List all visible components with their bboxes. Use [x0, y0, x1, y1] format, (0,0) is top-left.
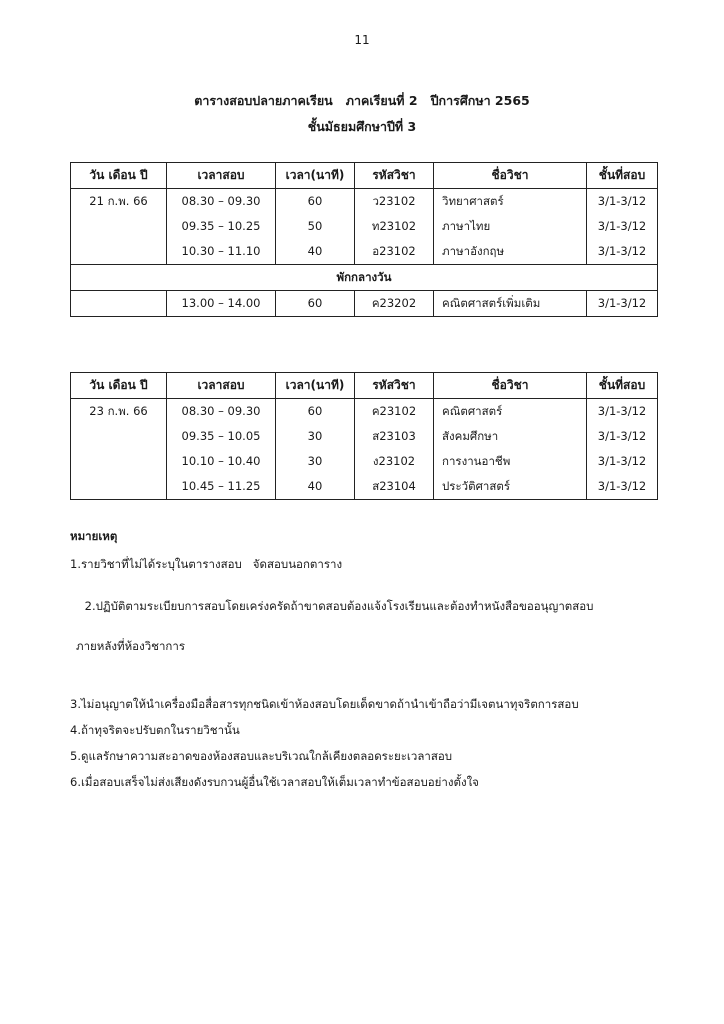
header-class: ชั้นที่สอบ: [587, 163, 658, 189]
table-row: [71, 291, 658, 317]
empty-cell: [71, 214, 167, 239]
note-item: 4.ถ้าทุจริตจะปรับตกในรายวิชานั้น: [70, 723, 240, 737]
header-subject: ชื่อวิชา: [434, 373, 587, 399]
subject-name: ภาษาไทย: [434, 214, 587, 239]
note-item: 5.ดูแลรักษาความสะอาดของห้องสอบและบริเวณใกล้เคียงตลอดระยะเวลาสอบ: [70, 749, 453, 763]
header-date: วัน เดือน ปี: [71, 373, 167, 399]
table-row: [71, 189, 658, 215]
exam-minutes: 30: [276, 424, 355, 449]
exam-table-1: [70, 162, 658, 317]
exam-time: 08.30 – 09.30: [167, 399, 276, 425]
exam-time: 10.30 – 11.10: [167, 239, 276, 265]
header-time: เวลาสอบ: [167, 163, 276, 189]
notes-section: [70, 528, 670, 800]
exam-time: 09.35 – 10.25: [167, 214, 276, 239]
subject-code: ส23103: [355, 424, 434, 449]
exam-minutes: 30: [276, 449, 355, 474]
header-code: รหัสวิชา: [355, 163, 434, 189]
exam-minutes: 60: [276, 399, 355, 425]
header-minutes: เวลา(นาที): [276, 163, 355, 189]
exam-minutes: 40: [276, 474, 355, 500]
exam-minutes: 60: [276, 291, 355, 317]
subject-code: ง23102: [355, 449, 434, 474]
table-row: [71, 449, 658, 474]
exam-class: 3/1-3/12: [587, 399, 658, 425]
subject-code: อ23102: [355, 239, 434, 265]
exam-minutes: 60: [276, 189, 355, 215]
empty-cell: [71, 424, 167, 449]
subject-code: ค23202: [355, 291, 434, 317]
header-class: ชั้นที่สอบ: [587, 373, 658, 399]
document-subtitle: ชั้นมัธยมศึกษาปีที่ 3: [307, 119, 417, 134]
exam-time: 13.00 – 14.00: [167, 291, 276, 317]
header-minutes: เวลา(นาที): [276, 373, 355, 399]
table-row: [71, 214, 658, 239]
note-item: [70, 582, 670, 686]
exam-class: 3/1-3/12: [587, 424, 658, 449]
table-row: [71, 399, 658, 425]
empty-cell: [71, 474, 167, 500]
note-text: 2.ปฏิบัติตามระเบียบการสอบโดยเคร่งครัดถ้าขาดสอบต้องแจ้งโรงเรียนและต้องทำหนังสือขออนุญาตสอบ: [84, 599, 594, 613]
note-item: 3.ไม่อนุญาตให้นำเครื่องมือสื่อสารทุกชนิดเข้าห้องสอบโดยเด็ดขาดถ้านำเข้าถือว่ามีเจตนาทุจริตการสอบ: [70, 697, 579, 711]
exam-class: 3/1-3/12: [587, 449, 658, 474]
exam-date: 21 ก.พ. 66: [71, 189, 167, 215]
table-header-row: [71, 163, 658, 189]
lunch-break-label: พักกลางวัน: [71, 265, 658, 291]
empty-cell: [71, 449, 167, 474]
exam-time: 10.10 – 10.40: [167, 449, 276, 474]
subject-code: ค23102: [355, 399, 434, 425]
subject-code: ท23102: [355, 214, 434, 239]
subject-name: คณิตศาสตร์: [434, 399, 587, 425]
header-subject: ชื่อวิชา: [434, 163, 587, 189]
subject-name: ภาษาอังกฤษ: [434, 239, 587, 265]
exam-class: 3/1-3/12: [587, 214, 658, 239]
exam-minutes: 50: [276, 214, 355, 239]
header-code: รหัสวิชา: [355, 373, 434, 399]
exam-time: 09.35 – 10.05: [167, 424, 276, 449]
exam-class: 3/1-3/12: [587, 474, 658, 500]
exam-class: 3/1-3/12: [587, 189, 658, 215]
empty-cell: [71, 239, 167, 265]
subject-code: ว23102: [355, 189, 434, 215]
table-row: [71, 424, 658, 449]
note-item: 1.รายวิชาที่ไม่ได้ระบุในตารางสอบ จัดสอบนอกตาราง: [70, 557, 343, 571]
note-continuation: ภายหลังที่ห้องวิชาการ: [76, 639, 186, 653]
table-row: [71, 474, 658, 500]
subject-code: ส23104: [355, 474, 434, 500]
document-title: ตารางสอบปลายภาคเรียน ภาคเรียนที่ 2 ปีการศึกษา 2565: [194, 93, 530, 108]
exam-class: 3/1-3/12: [587, 239, 658, 265]
exam-class: 3/1-3/12: [587, 291, 658, 317]
header-time: เวลาสอบ: [167, 373, 276, 399]
exam-table-2: [70, 372, 658, 500]
exam-time: 10.45 – 11.25: [167, 474, 276, 500]
subject-name: สังคมศึกษา: [434, 424, 587, 449]
exam-time: 08.30 – 09.30: [167, 189, 276, 215]
subject-name: วิทยาศาสตร์: [434, 189, 587, 215]
notes-title: หมายเหตุ: [70, 529, 118, 543]
subject-name: การงานอาชีพ: [434, 449, 587, 474]
exam-minutes: 40: [276, 239, 355, 265]
table-row: [71, 239, 658, 265]
exam-date: 23 ก.พ. 66: [71, 399, 167, 425]
header-date: วัน เดือน ปี: [71, 163, 167, 189]
page-number: 11: [354, 33, 370, 47]
subject-name: ประวัติศาสตร์: [434, 474, 587, 500]
lunch-break-row: [71, 265, 658, 291]
note-item: 6.เมื่อสอบเสร็จไม่ส่งเสียงดังรบกวนผู้อื่นใช้เวลาสอบให้เต็มเวลาทำข้อสอบอย่างตั้งใจ: [70, 775, 479, 789]
empty-cell: [71, 291, 167, 317]
table-header-row: [71, 373, 658, 399]
subject-name: คณิตศาสตร์เพิ่มเติม: [434, 291, 587, 317]
